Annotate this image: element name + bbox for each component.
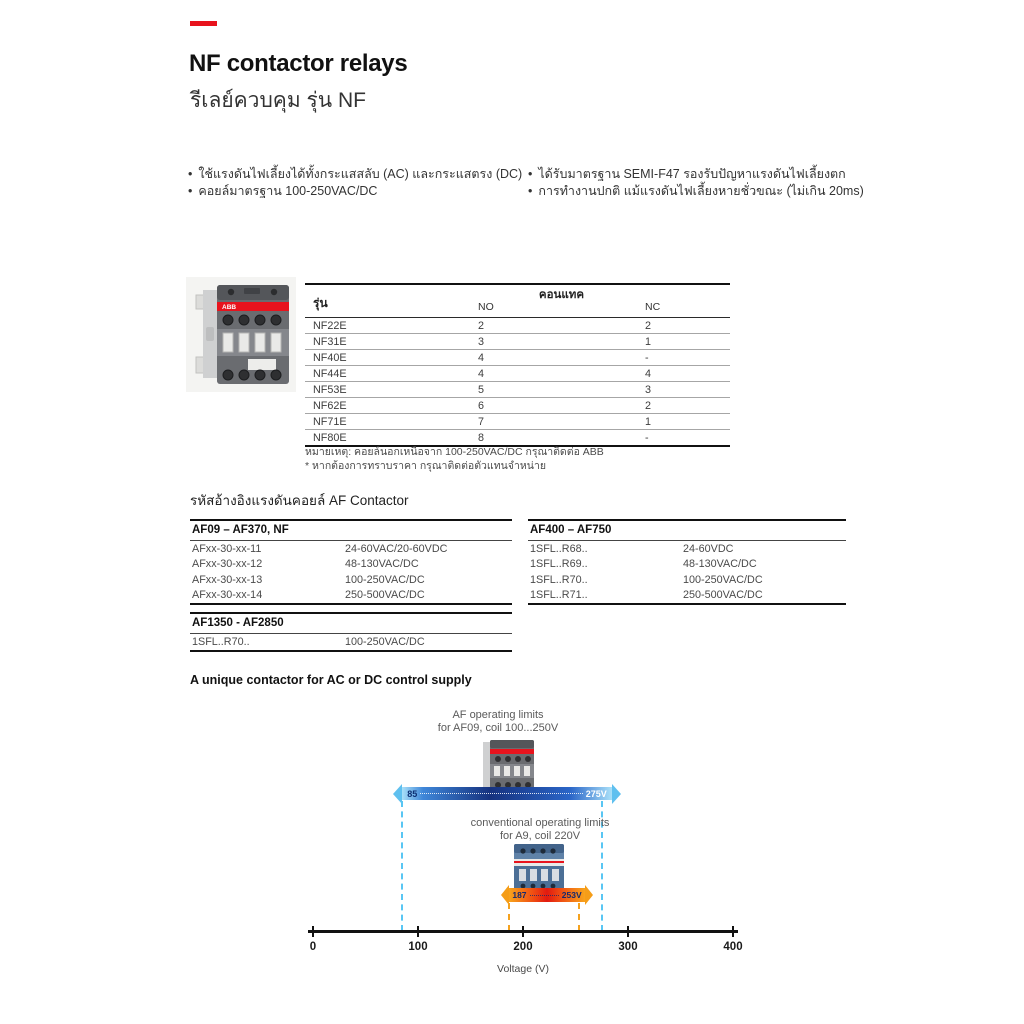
cell-nc: - [645, 351, 649, 364]
page-title: NF contactor relays [189, 50, 408, 77]
axis-tick-label: 400 [723, 941, 743, 953]
cell-voltage: 24-60VDC [683, 542, 734, 555]
cell-voltage: 100-250VAC/DC [683, 573, 763, 586]
cell-no: 4 [478, 351, 485, 364]
note-line: หมายเหตุ: คอยล์นอกเหนือจาก 100-250VAC/DC กรุณาติดต่อ ABB [305, 446, 604, 458]
bullet-icon: • [188, 167, 193, 181]
x-axis-title: Voltage (V) [497, 963, 549, 975]
annotation-af-limits [358, 709, 638, 735]
cell-no: 5 [478, 383, 485, 396]
coil-table-body [528, 541, 846, 603]
range-min-label: 85 [407, 788, 418, 799]
column-header-no: NO [478, 301, 494, 313]
dotted-leader [420, 793, 582, 794]
table-row [305, 365, 730, 381]
coil-table-body [190, 634, 512, 650]
cell-model: NF40E [313, 351, 347, 364]
cell-voltage: 48-130VAC/DC [683, 558, 757, 571]
feature-text: คอยล์มาตรฐาน 100-250VAC/DC [198, 184, 378, 198]
cell-voltage: 24-60VAC/20-60VDC [345, 542, 448, 555]
cell-voltage: 250-500VAC/DC [683, 589, 763, 602]
table-row [190, 634, 512, 650]
af-contactor-icon [477, 738, 539, 794]
cell-code: AFxx-30-xx-13 [192, 573, 263, 586]
table-row [190, 588, 512, 604]
abb-brand-dash [190, 21, 217, 26]
range-max-label: 275V [585, 788, 607, 799]
table-row [305, 333, 730, 349]
table-row [528, 572, 846, 588]
feature-list-right [528, 166, 898, 200]
range-min-label: 187 [512, 890, 527, 900]
cell-nc: 4 [645, 367, 652, 380]
coil-section-heading: รหัสอ้างอิงแรงดันคอยล์ AF Contactor [190, 493, 409, 508]
cell-code: AFxx-30-xx-12 [192, 558, 263, 571]
feature-text: ได้รับมาตรฐาน SEMI-F47 รองรับปัญหาแรงดันไฟเลี้ยงตก [538, 167, 846, 181]
cell-code: 1SFL..R69.. [530, 558, 588, 571]
model-contact-table [305, 283, 730, 447]
coil-table-header: AF1350 - AF2850 [190, 614, 512, 634]
feature-item [188, 183, 523, 200]
coil-table-body [190, 541, 512, 603]
axis-tick-label: 100 [408, 941, 428, 953]
cell-no: 7 [478, 415, 485, 428]
cell-no: 2 [478, 319, 485, 332]
cell-code: 1SFL..R70.. [192, 635, 250, 648]
axis-tick-mark [417, 926, 419, 937]
feature-text: การทำงานปกติ แม้แรงดันไฟเลี้ยงหายชั่วขณะ (ไม่เกิน 20ms) [538, 184, 864, 198]
cell-nc: - [645, 431, 649, 444]
conventional-voltage-range-arrow [509, 888, 584, 902]
cell-code: AFxx-30-xx-11 [192, 542, 262, 555]
cell-nc: 2 [645, 319, 652, 332]
model-table-header [305, 285, 730, 318]
axis-tick-label: 300 [618, 941, 638, 953]
table-row [190, 572, 512, 588]
coil-table-af09-af370 [190, 519, 512, 605]
axis-tick-mark [627, 926, 629, 937]
cell-model: NF62E [313, 399, 347, 412]
dotted-leader [530, 895, 559, 896]
table-row [305, 318, 730, 333]
cell-no: 8 [478, 431, 485, 444]
cell-code: 1SFL..R71.. [530, 589, 588, 602]
bullet-icon: • [528, 184, 533, 198]
cell-model: NF80E [313, 431, 347, 444]
annotation-conventional-limits [400, 817, 680, 843]
coil-table-header: AF400 – AF750 [528, 521, 846, 541]
table-row [190, 541, 512, 557]
cell-code: 1SFL..R70.. [530, 573, 588, 586]
voltage-range-chart [280, 705, 760, 995]
axis-tick-mark [732, 926, 734, 937]
nf-contactor-illustration [186, 277, 296, 392]
cell-model: NF22E [313, 319, 347, 332]
cell-nc: 3 [645, 383, 652, 396]
feature-list-left [188, 166, 523, 200]
coil-table-af1350-af2850 [190, 612, 512, 652]
feature-item [528, 183, 898, 200]
cell-code: AFxx-30-xx-14 [192, 589, 263, 602]
table-row [190, 557, 512, 573]
contactor-product-photo [186, 277, 296, 392]
axis-tick-label: 0 [309, 941, 317, 953]
cell-nc: 2 [645, 399, 652, 412]
svg-text:ABB: ABB [222, 304, 237, 311]
range-max-label: 253V [561, 890, 582, 900]
cell-voltage: 100-250VAC/DC [345, 635, 425, 648]
conventional-range-dash-left [508, 903, 510, 931]
feature-item [528, 166, 898, 183]
bullet-icon: • [188, 184, 193, 198]
af-voltage-range-arrow [402, 787, 612, 800]
cell-voltage: 250-500VAC/DC [345, 589, 425, 602]
a9-contactor-icon [506, 842, 572, 892]
cell-no: 4 [478, 367, 485, 380]
column-header-nc: NC [645, 301, 661, 313]
table-row [305, 349, 730, 365]
table-row [305, 381, 730, 397]
model-table-body [305, 318, 730, 445]
cell-model: NF53E [313, 383, 347, 396]
cell-code: 1SFL..R68.. [530, 542, 588, 555]
axis-tick-label: 200 [513, 941, 533, 953]
table-row [528, 557, 846, 573]
chart-section-heading: A unique contactor for AC or DC control supply [190, 673, 472, 687]
table-row [305, 397, 730, 413]
table-notes [305, 446, 604, 473]
table-row [528, 588, 846, 604]
note-line: * หากต้องการทราบราคา กรุณาติดต่อตัวแทนจำหน่าย [305, 459, 546, 472]
annotation-line: for AF09, coil 100...250V [437, 722, 559, 734]
cell-model: NF71E [313, 415, 347, 428]
coil-table-header: AF09 – AF370, NF [190, 521, 512, 541]
cell-model: NF44E [313, 367, 347, 380]
bullet-icon: • [528, 167, 533, 181]
cell-nc: 1 [645, 415, 652, 428]
column-header-contacts: คอนแทค [538, 289, 585, 301]
annotation-line: for A9, coil 220V [499, 830, 581, 842]
table-row [305, 413, 730, 429]
axis-tick-mark [522, 926, 524, 937]
feature-item [188, 166, 523, 183]
cell-voltage: 100-250VAC/DC [345, 573, 425, 586]
table-row [528, 541, 846, 557]
annotation-line: conventional operating limits [470, 817, 610, 829]
cell-nc: 1 [645, 335, 652, 348]
feature-text: ใช้แรงดันไฟเลี้ยงได้ทั้งกระแสสลับ (AC) และกระแสตรง (DC) [198, 167, 523, 181]
cell-model: NF31E [313, 335, 347, 348]
column-header-model: รุ่น [313, 296, 328, 310]
table-row [305, 429, 730, 445]
cell-voltage: 48-130VAC/DC [345, 558, 419, 571]
page-subtitle-thai: รีเลย์ควบคุม รุ่น NF [190, 89, 366, 112]
cell-no: 3 [478, 335, 485, 348]
annotation-line: AF operating limits [452, 709, 544, 721]
cell-no: 6 [478, 399, 485, 412]
coil-table-af400-af750 [528, 519, 846, 605]
conventional-range-dash-right [578, 903, 580, 931]
axis-tick-mark [312, 926, 314, 937]
